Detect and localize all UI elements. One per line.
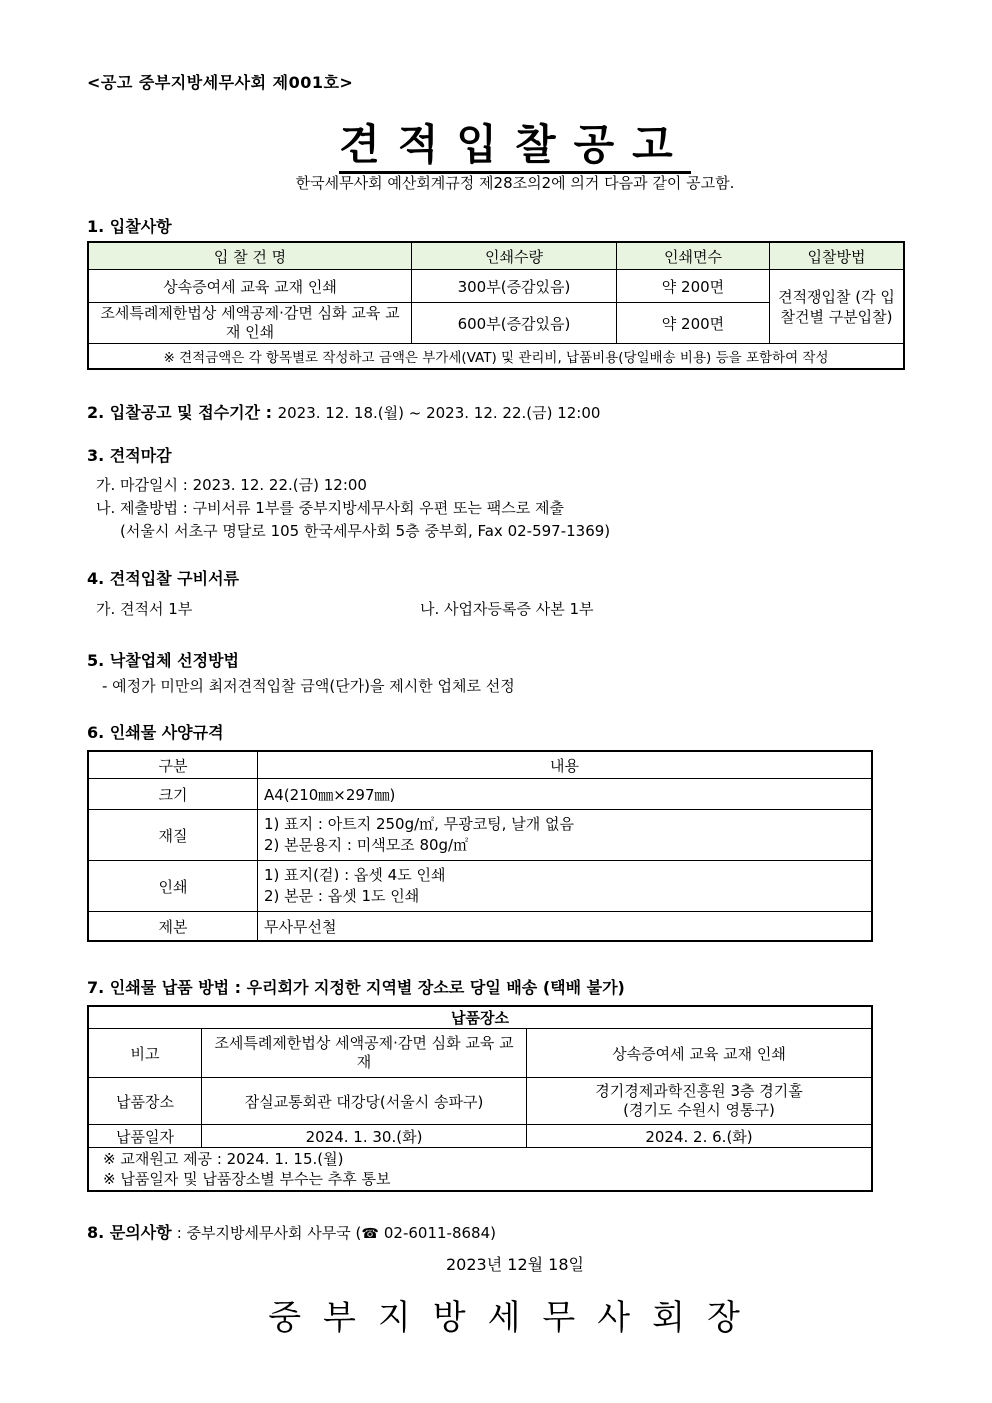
submission-method: 나. 제출방법 : 구비서류 1부를 중부지방세무사회 우편 또는 팩스로 제출	[96, 499, 565, 517]
required-doc-a: 가. 견적서 1부	[96, 600, 193, 618]
selection-method: - 예정가 미만의 최저견적입찰 금액(단가)을 제시한 업체로 선정	[102, 677, 515, 695]
section-2	[87, 400, 600, 423]
spec-table	[87, 750, 873, 942]
spec-value	[258, 810, 873, 861]
section-8-heading: 8. 문의사항	[87, 1223, 172, 1242]
section-1-heading: 1. 입찰사항	[87, 217, 172, 236]
col-course-a: 조세특례제한법상 세액공제·감면 심화 교육 교재	[202, 1029, 527, 1078]
bid-pages: 약 200면	[617, 303, 770, 344]
col-bid-method: 입찰방법	[770, 242, 905, 270]
table-row	[88, 270, 904, 303]
section-6-heading: 6. 인쇄물 사양규격	[87, 723, 224, 742]
place-a: 잠실교통회관 대강당(서울시 송파구)	[202, 1078, 527, 1125]
spec-label: 크기	[88, 779, 258, 810]
bid-name: 상속증여세 교육 교재 인쇄	[88, 270, 412, 303]
spec-label: 제본	[88, 912, 258, 942]
spec-value: 무사무선철	[258, 912, 873, 942]
spec-line: 1) 표지(겉) : 옵셋 4도 인쇄	[264, 866, 446, 884]
place-b-line: (경기도 수원시 영통구)	[623, 1101, 775, 1119]
table-title-row	[88, 1006, 872, 1029]
bid-period: 2023. 12. 18.(월) ~ 2023. 12. 22.(금) 12:00	[277, 404, 601, 422]
spec-value	[258, 861, 873, 912]
table-header-row	[88, 242, 904, 270]
section-7-heading: 7. 인쇄물 납품 방법 : 우리회가 지정한 지역별 장소로 당일 배송 (택배 불가)	[87, 978, 625, 997]
col-category: 구분	[88, 751, 258, 779]
table-header-row	[88, 1029, 872, 1078]
bid-quantity: 300부(증감있음)	[412, 270, 617, 303]
required-doc-b: 나. 사업자등록증 사본 1부	[420, 600, 594, 618]
section-5-heading: 5. 낙찰업체 선정방법	[87, 651, 239, 670]
date-a: 2024. 1. 30.(화)	[202, 1125, 527, 1148]
bid-method: 견적쟁입찰 (각 입찰건별 구분입찰)	[770, 270, 905, 344]
col-quantity: 인쇄수량	[412, 242, 617, 270]
place-b	[527, 1078, 873, 1125]
col-bid-name: 입 찰 건 명	[88, 242, 412, 270]
col-content: 내용	[258, 751, 873, 779]
table-row	[88, 912, 872, 942]
table-row	[88, 861, 872, 912]
bid-name: 조세특례제한법상 세액공제·감면 심화 교육 교재 인쇄	[88, 303, 412, 344]
page-title	[0, 112, 992, 172]
table-row	[88, 1125, 872, 1148]
table-header-row	[88, 751, 872, 779]
col-note: 비고	[88, 1029, 202, 1078]
row-label: 납품일자	[88, 1125, 202, 1148]
row-label: 납품장소	[88, 1078, 202, 1125]
bid-quantity: 600부(증감있음)	[412, 303, 617, 344]
bid-note: ※ 견적금액은 각 항목별로 작성하고 금액은 부가세(VAT) 및 관리비, 납품비용(당일배송 비용) 등을 포함하여 작성	[88, 344, 904, 370]
table-row	[88, 1078, 872, 1125]
bid-items-table	[87, 241, 905, 370]
notice-basis: 한국세무사회 예산회계규정 제28조의2에 의거 다음과 같이 공고함.	[295, 174, 735, 192]
telephone-icon: ☎	[361, 1226, 379, 1242]
inquiry-text: : 중부지방세무사회 사무국 (	[176, 1224, 362, 1242]
inquiry-phone: 02-6011-8684)	[383, 1224, 496, 1242]
bid-pages: 약 200면	[617, 270, 770, 303]
deadline-line: 가. 마감일시 : 2023. 12. 22.(금) 12:00	[96, 476, 367, 494]
submission-address: (서울시 서초구 명달로 105 한국세무사회 5층 중부회, Fax 02-597-1369)	[120, 522, 611, 540]
notice-number: <공고 중부지방세무사회 제001호>	[87, 73, 354, 92]
place-b-line: 경기경제과학진흥원 3층 경기홀	[595, 1082, 803, 1100]
date-b: 2024. 2. 6.(화)	[527, 1125, 873, 1148]
spec-label: 인쇄	[88, 861, 258, 912]
table-row	[88, 779, 872, 810]
table-note-row	[88, 1148, 872, 1192]
section-2-heading: 2. 입찰공고 및 접수기간 :	[87, 403, 272, 422]
delivery-note: ※ 납품일자 및 납품장소별 부수는 추후 통보	[103, 1170, 391, 1188]
section-3-heading: 3. 견적마감	[87, 446, 172, 465]
spec-line: 1) 표지 : 아트지 250g/㎡, 무광코팅, 날개 없음	[264, 815, 574, 833]
issue-date: 2023년 12월 18일	[446, 1255, 584, 1274]
page-title-text: 견적입찰공고	[339, 120, 690, 174]
delivery-table-title: 납품장소	[88, 1006, 872, 1029]
delivery-table	[87, 1005, 873, 1192]
col-course-b: 상속증여세 교육 교재 인쇄	[527, 1029, 873, 1078]
spec-line: 2) 본문용지 : 미색모조 80g/㎡	[264, 836, 469, 854]
table-row	[88, 810, 872, 861]
signature: 중부지방세무사회장	[268, 1298, 762, 1338]
spec-value: A4(210㎜×297㎜)	[258, 779, 873, 810]
spec-label: 재질	[88, 810, 258, 861]
delivery-notes	[88, 1148, 872, 1192]
delivery-note: ※ 교재원고 제공 : 2024. 1. 15.(월)	[103, 1150, 344, 1168]
section-4-heading: 4. 견적입찰 구비서류	[87, 569, 239, 588]
spec-line: 2) 본문 : 옵셋 1도 인쇄	[264, 887, 420, 905]
col-pages: 인쇄면수	[617, 242, 770, 270]
table-note-row	[88, 344, 904, 370]
section-8	[87, 1220, 496, 1243]
